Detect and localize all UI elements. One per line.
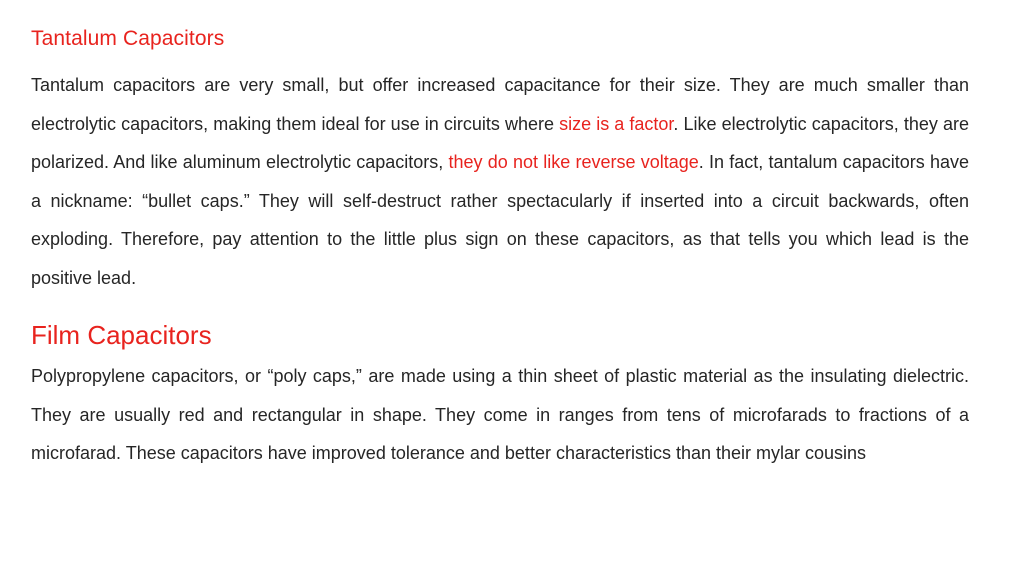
film-paragraph: Polypropylene capacitors, or “poly caps,” are made using a thin sheet of plastic material as the insulating dielectric. They are usually red and rectangular in shape. They come in ranges from tens of microfarads to fractions of a microfarad. These capacitors have improved tolerance and better characteristics than their mylar cousins <box>31 366 969 464</box>
section-title-film: Film Capacitors <box>31 320 212 350</box>
section-title-tantalum: Tantalum Capacitors <box>31 27 225 50</box>
tantalum-paragraph <box>31 66 969 298</box>
tantalum-text-part-2: . Like electrolytic capacitors, they are polarized. And like aluminum electrolytic capacitors, <box>31 113 969 173</box>
highlight-size-is-a-factor: size is a factor <box>559 113 674 134</box>
tantalum-text-part-3: . In fact, tantalum capacitors have a nickname: “bullet caps.” They will self-destruct rather spectacularly if inserted into a circuit backwards, often exploding. Therefore, pay attention to the little plus sign on these capacitors, as that tells you which lead is the positive lead. <box>31 152 969 288</box>
highlight-reverse-voltage: they do not like reverse voltage <box>448 152 699 173</box>
tantalum-text-part-1: Tantalum capacitors are very small, but offer increased capacitance for their size. They are much smaller than electrolytic capacitors, making them ideal for use in circuits where <box>31 75 969 134</box>
